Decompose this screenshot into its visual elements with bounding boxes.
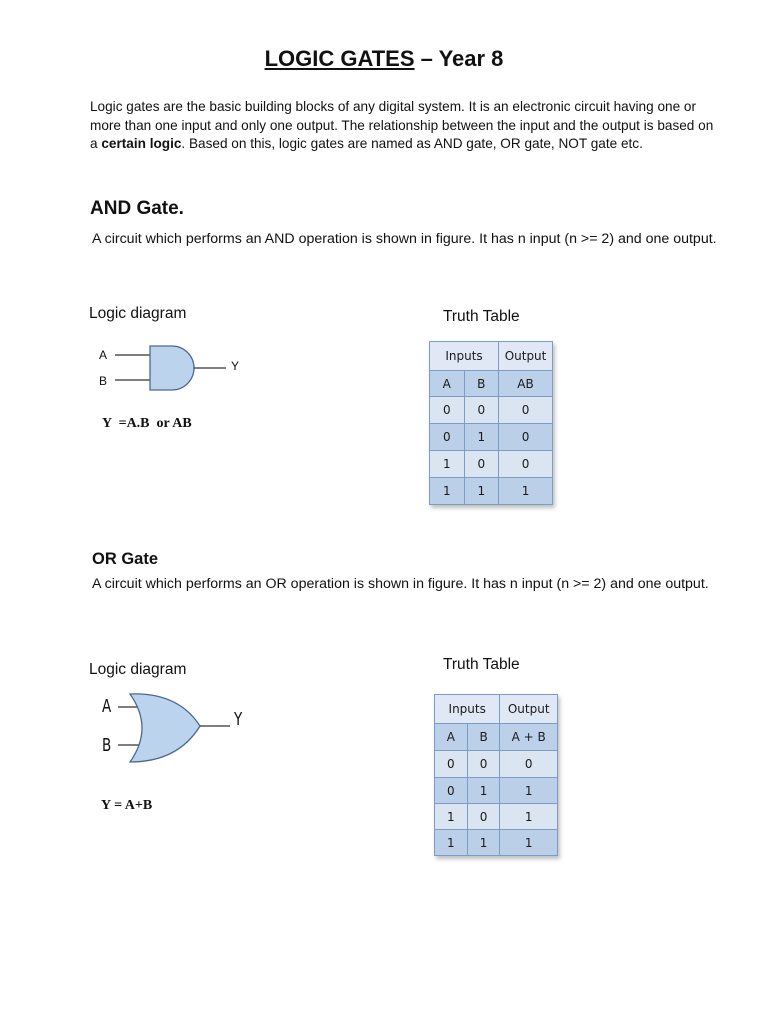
table-row <box>430 478 553 505</box>
table-cell: 1 <box>464 424 499 451</box>
table-cell: 0 <box>435 778 468 804</box>
intro-text-1: Logic gates are the basic building blocks of any digital system. It is an electronic circuit having one or more than one input and only one output. The relationship between the input and the output is based on a <box>90 99 714 151</box>
or-col-a: A <box>435 724 468 751</box>
and-col-output: AB <box>499 371 553 397</box>
table-cell: 1 <box>500 830 558 856</box>
or-col-output: A + B <box>500 724 558 751</box>
table-cell: 0 <box>500 751 558 778</box>
table-cell: 1 <box>435 830 468 856</box>
or-pin-y-label: Y <box>234 709 243 730</box>
and-gate-body <box>150 346 194 390</box>
table-cell: 0 <box>430 424 465 451</box>
or-gate-body <box>130 694 200 762</box>
intro-bold: certain logic <box>101 136 182 151</box>
and-gate-heading: AND Gate. <box>90 198 184 219</box>
table-cell: 1 <box>435 804 468 830</box>
and-pin-y-label: Y <box>231 359 240 373</box>
and-gate-description: A circuit which performs an AND operation is shown in figure. It has n input (n >= 2) and one output. <box>92 231 717 247</box>
and-col-a: A <box>430 371 465 397</box>
title-suffix: – Year 8 <box>414 46 504 71</box>
and-truth-table <box>429 341 553 505</box>
table-row <box>430 397 553 424</box>
table-cell: 0 <box>430 397 465 424</box>
table-cell: 1 <box>464 478 499 505</box>
or-table-subheader-row <box>435 724 558 751</box>
table-row <box>435 778 558 804</box>
table-row <box>430 424 553 451</box>
table-cell: 0 <box>464 451 499 478</box>
or-gate-heading: OR Gate <box>92 550 159 568</box>
and-output-header: Output <box>499 342 553 371</box>
intro-paragraph <box>90 98 720 154</box>
table-cell: 1 <box>500 804 558 830</box>
and-table-subheader-row <box>430 371 553 397</box>
table-row <box>430 451 553 478</box>
table-cell: 1 <box>499 478 553 505</box>
or-truth-table <box>434 694 558 856</box>
and-table-header-row <box>430 342 553 371</box>
title-main: LOGIC GATES <box>264 46 415 71</box>
and-truth-table-label: Truth Table <box>443 308 520 325</box>
table-cell: 1 <box>430 451 465 478</box>
or-col-b: B <box>467 724 500 751</box>
or-output-header: Output <box>500 695 558 724</box>
or-equation: Y = A+B <box>101 798 153 813</box>
or-table-header-row <box>435 695 558 724</box>
or-truth-table-label: Truth Table <box>443 656 520 673</box>
table-cell: 1 <box>467 830 500 856</box>
table-cell: 0 <box>464 397 499 424</box>
and-gate-symbol <box>110 340 230 396</box>
table-row <box>435 804 558 830</box>
or-pin-b-label: B <box>102 735 112 756</box>
or-inputs-header: Inputs <box>435 695 500 724</box>
intro-text-2: . Based on this, logic gates are named as AND gate, OR gate, NOT gate etc. <box>181 136 643 151</box>
and-pin-a-label: A <box>99 348 108 362</box>
table-cell: 0 <box>435 751 468 778</box>
and-logic-diagram-label: Logic diagram <box>89 305 187 322</box>
and-equation: Y =A.B or AB <box>102 416 192 431</box>
page-title <box>0 46 768 72</box>
table-cell: 1 <box>430 478 465 505</box>
table-row <box>435 751 558 778</box>
table-cell: 0 <box>467 804 500 830</box>
or-pin-a-label: A <box>102 696 112 717</box>
table-cell: 0 <box>467 751 500 778</box>
table-cell: 0 <box>499 451 553 478</box>
and-pin-b-label: B <box>99 374 108 388</box>
table-cell: 1 <box>500 778 558 804</box>
table-cell: 0 <box>499 397 553 424</box>
table-cell: 0 <box>499 424 553 451</box>
and-inputs-header: Inputs <box>430 342 499 371</box>
or-logic-diagram-label: Logic diagram <box>89 661 187 678</box>
table-row <box>435 830 558 856</box>
or-gate-symbol <box>110 690 234 770</box>
or-gate-description: A circuit which performs an OR operation is shown in figure. It has n input (n >= 2) and one output. <box>92 576 709 592</box>
table-cell: 1 <box>467 778 500 804</box>
and-col-b: B <box>464 371 499 397</box>
